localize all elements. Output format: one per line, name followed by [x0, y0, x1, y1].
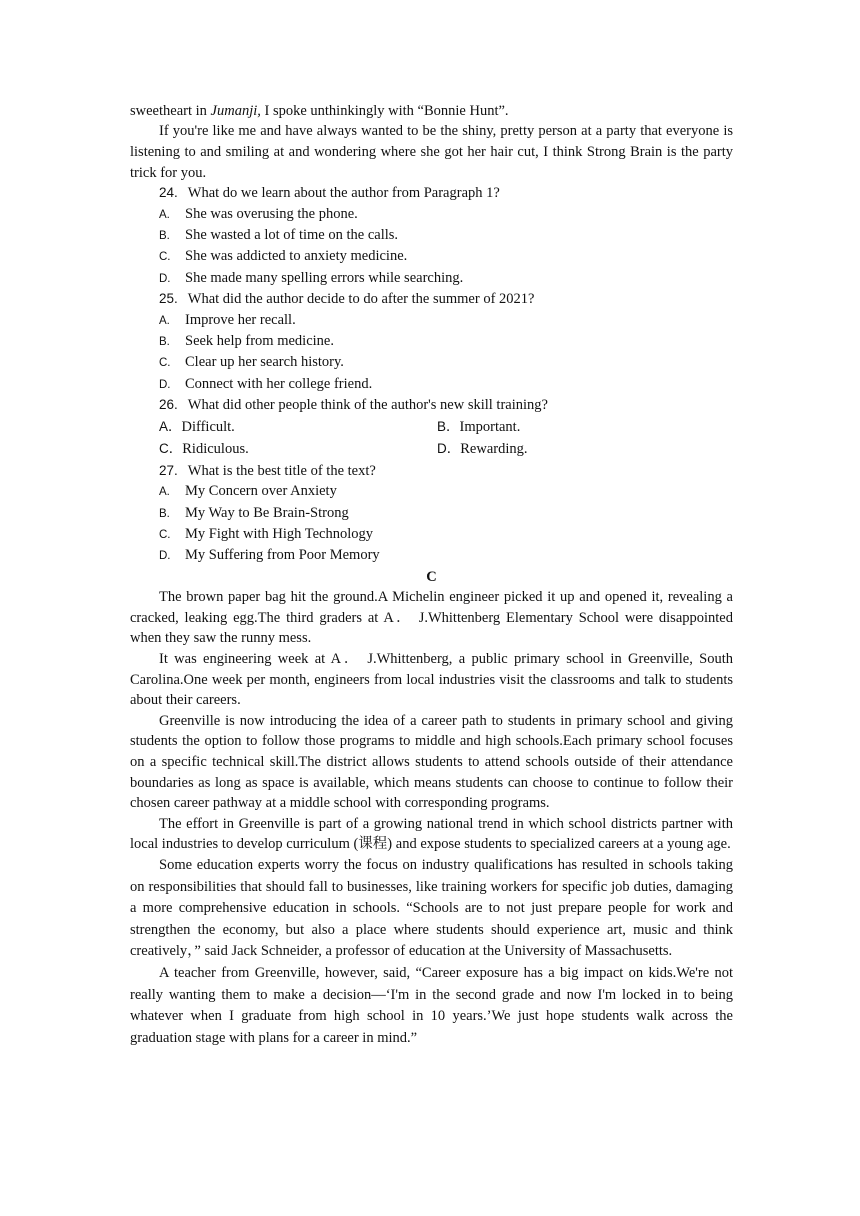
option-row-26-ab — [130, 416, 733, 439]
option-letter: A. — [159, 208, 170, 221]
option-letter: C. — [159, 529, 171, 542]
question-text: What did other people think of the author's new skill training? — [187, 397, 548, 414]
question-text: What did the author decide to do after the summer of 2021? — [187, 291, 535, 308]
option-27-a — [130, 481, 733, 502]
option-24-a — [130, 204, 733, 225]
option-text: She was overusing the phone. — [185, 205, 358, 222]
option-text: Rewarding. — [460, 441, 528, 458]
question-number: 25. — [159, 291, 178, 307]
option-letter: B. — [159, 507, 170, 520]
option-text: Seek help from medicine. — [185, 333, 334, 350]
passage-paragraph: Greenville is now introducing the idea of a career path to students in primary school and giving students the option to follow those programs to middle and high schools.Each primary school focuses on a specific technical skill.The district allows students to attend schools outside of their attendance boundaries as long as space is available, which means students can choose to continue to follow their chosen career pathway at a middle school with corresponding programs. — [130, 712, 733, 812]
option-25-c — [130, 352, 733, 373]
option-26-c — [159, 438, 437, 461]
option-letter: A. — [159, 486, 170, 499]
option-text: My Concern over Anxiety — [185, 483, 337, 500]
option-26-d — [437, 438, 715, 461]
question-text: What do we learn about the author from Paragraph 1? — [187, 185, 500, 202]
option-letter: C. — [159, 251, 171, 264]
option-letter: D. — [159, 378, 171, 391]
option-24-d — [130, 268, 733, 289]
continued-text — [130, 101, 733, 121]
option-letter: B. — [159, 336, 170, 349]
section-heading: C — [426, 568, 437, 585]
text-fragment: sweetheart in — [130, 103, 211, 119]
passage-paragraph: The brown paper bag hit the ground.A Michelin engineer picked it up and opened it, revealing a cracked, leaking egg.The third graders at A． J.Whittenberg Elementary School were disappointed when they saw the runny mess. — [130, 589, 733, 647]
option-text: Clear up her search history. — [185, 354, 344, 371]
option-27-c — [130, 524, 733, 545]
option-text: My Suffering from Poor Memory — [185, 547, 380, 564]
option-letter: B． — [437, 418, 460, 434]
option-text: Connect with her college friend. — [185, 375, 373, 392]
option-27-d — [130, 545, 733, 566]
option-letter: C． — [159, 441, 183, 457]
question-24 — [130, 183, 733, 203]
option-text: Important. — [459, 418, 521, 435]
question-26 — [130, 395, 733, 415]
option-25-a — [130, 310, 733, 331]
question-25 — [130, 289, 733, 309]
option-25-d — [130, 374, 733, 395]
option-text: She was addicted to anxiety medicine. — [185, 248, 408, 265]
text-fragment: I spoke unthinkingly with “Bonnie Hunt”. — [260, 103, 509, 119]
question-number: 26. — [159, 397, 178, 413]
option-text: Difficult. — [181, 418, 235, 435]
option-letter: D. — [159, 272, 171, 285]
option-text: She made many spelling errors while searching. — [185, 269, 464, 286]
option-text: Improve her recall. — [185, 311, 296, 328]
option-letter: D. — [159, 550, 171, 563]
paragraph-party: If you're like me and have always wanted to be the shiny, pretty person at a party that everyone is listening to and smiling at and wondering where she got her hair cut, I think Strong Brain is the party trick for you. — [130, 123, 733, 181]
option-text: My Way to Be Brain-Strong — [185, 504, 349, 521]
option-text: Ridiculous. — [182, 441, 249, 458]
option-text: My Fight with High Technology — [185, 526, 374, 543]
option-text: She wasted a lot of time on the calls. — [185, 227, 399, 243]
option-26-a — [159, 416, 437, 439]
option-24-c — [130, 246, 733, 267]
passage-paragraph: A teacher from Greenville, however, said, “Career exposure has a big impact on kids.We're not really wanting them to make a decision—‘I'm in the second grade and now I'm locked in to being whatever when I graduate from high school in 10 years.’We just hope students walk across the graduation stage with plans for a career in mind.” — [130, 964, 733, 1046]
question-number: 24. — [159, 185, 178, 201]
passage-paragraph: The effort in Greenville is part of a growing national trend in which school districts partner with local industries to develop curriculum (课程) and expose students to specialized careers at a young age. — [130, 815, 733, 853]
option-row-26-cd — [130, 438, 733, 461]
option-24-b — [130, 225, 733, 246]
question-number: 27. — [159, 462, 178, 478]
option-letter: C. — [159, 357, 171, 370]
question-text: What is the best title of the text? — [187, 462, 376, 479]
passage-paragraph: Some education experts worry the focus on industry qualifications has resulted in schools taking on responsibilities that should fall to businesses, like training workers for specific job duties, damaging a more comprehensive education in schools. “Schools are to not just prepare people for work and strengthen the economy, but also a place where students should experience art, music and think creatively，” said Jack Schneider, a professor of education at the University of Massachusetts. — [130, 857, 733, 960]
option-27-b — [130, 503, 733, 524]
passage-paragraph: It was engineering week at A． J.Whittenberg, a public primary school in Greenville, South Carolina.One week per month, engineers from local industries visit the classrooms and talk to students about their careers. — [130, 651, 733, 709]
question-27 — [130, 461, 733, 481]
page-content — [130, 101, 733, 1049]
option-letter: B. — [159, 230, 170, 242]
option-letter: A. — [159, 314, 170, 327]
option-26-b — [437, 416, 715, 439]
option-25-b — [130, 331, 733, 352]
italic-title: Jumanji, — [210, 103, 261, 119]
option-letter: A． — [159, 418, 182, 434]
option-letter: D． — [437, 441, 461, 457]
